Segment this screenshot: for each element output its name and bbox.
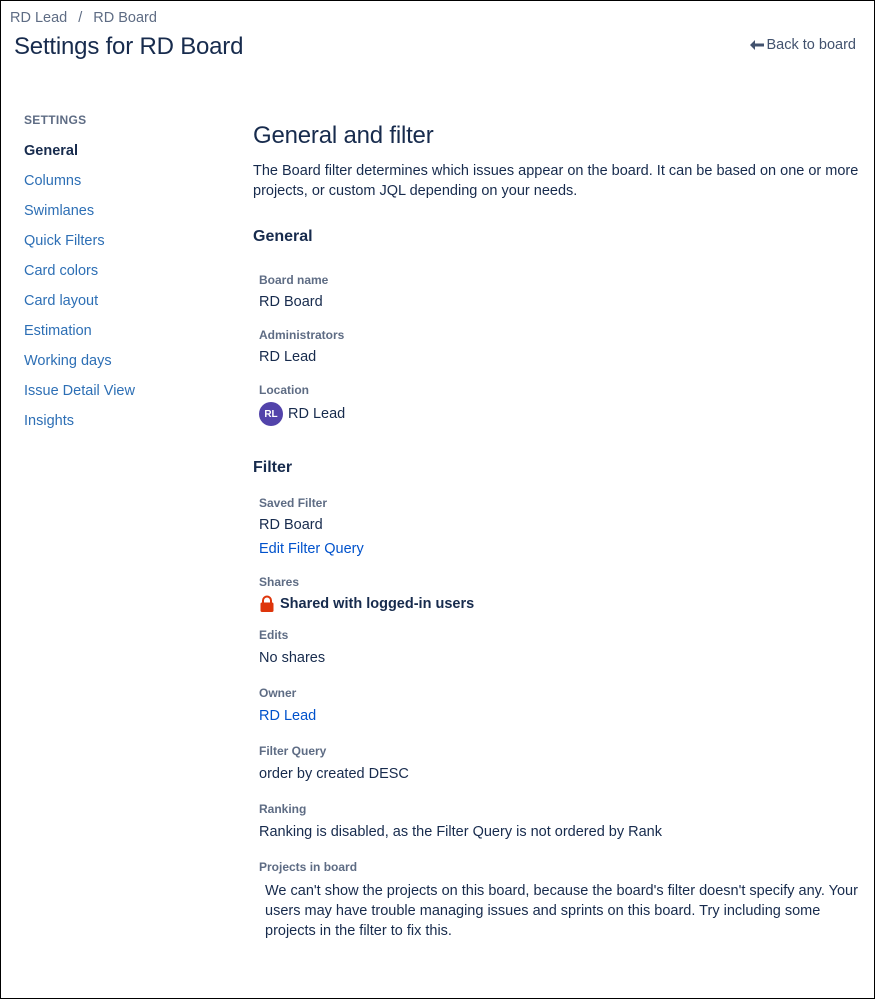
intro-text: The Board filter determines which issues appear on the board. It can be based on one or more projects, or custom JQL depending on your needs.: [253, 163, 859, 199]
sidebar-item-label[interactable]: General: [24, 143, 78, 159]
projects-label: Projects in board: [259, 860, 358, 874]
ranking-field: [259, 801, 863, 843]
filter-query-field: [259, 743, 863, 785]
sidebar-item-estimation[interactable]: [24, 316, 224, 346]
owner-label: Owner: [259, 686, 297, 700]
breadcrumb-separator: /: [78, 10, 83, 26]
avatar: RL: [259, 402, 283, 426]
breadcrumb: [10, 10, 157, 26]
edit-filter-query-link[interactable]: Edit Filter Query: [259, 541, 364, 557]
shares-field: [259, 574, 863, 615]
back-arrow-icon: [750, 40, 764, 50]
sidebar-heading: SETTINGS: [24, 113, 87, 127]
main-content: [253, 119, 863, 941]
sidebar-item-label[interactable]: Swimlanes: [24, 203, 95, 219]
location-field: [259, 382, 863, 426]
saved-filter-label: Saved Filter: [259, 496, 328, 510]
sidebar-item-card-layout[interactable]: [24, 286, 224, 316]
edits-value: No shares: [259, 650, 326, 666]
ranking-value: Ranking is disabled, as the Filter Query is not ordered by Rank: [259, 824, 662, 840]
edits-label: Edits: [259, 628, 289, 642]
board-name-field: [259, 272, 863, 313]
section-title: General and filter: [253, 122, 434, 149]
lock-icon: [259, 595, 275, 613]
page-title: Settings for RD Board: [14, 33, 244, 60]
ranking-label: Ranking: [259, 802, 307, 816]
administrators-field: [259, 327, 863, 368]
projects-field: [259, 859, 863, 941]
back-to-board-label: Back to board: [766, 37, 856, 53]
sidebar-item-insights[interactable]: [24, 406, 224, 436]
sidebar-item-label[interactable]: Quick Filters: [24, 233, 105, 249]
location-value: RD Lead: [288, 406, 346, 422]
sidebar-item-label[interactable]: Issue Detail View: [24, 383, 135, 399]
sidebar-item-columns[interactable]: [24, 166, 224, 196]
sidebar-item-swimlanes[interactable]: [24, 196, 224, 226]
filter-query-value: order by created DESC: [259, 766, 409, 782]
general-heading: General: [253, 228, 313, 245]
saved-filter-value: RD Board: [259, 517, 323, 533]
projects-note: We can't show the projects on this board, because the board's filter doesn't specify any. Your users may have trouble managing issues and sprints on this board. Try including some projects in the filter to fix this.: [265, 883, 858, 939]
board-name-value: RD Board: [259, 294, 323, 310]
shares-label: Shares: [259, 575, 300, 589]
administrators-label: Administrators: [259, 328, 345, 342]
sidebar-item-label[interactable]: Columns: [24, 173, 82, 189]
sidebar-item-issue-detail-view[interactable]: [24, 376, 224, 406]
breadcrumb-item-rd-lead[interactable]: RD Lead: [10, 10, 68, 26]
sidebar-item-quick-filters[interactable]: [24, 226, 224, 256]
shares-value: Shared with logged-in users: [280, 596, 475, 612]
owner-link[interactable]: RD Lead: [259, 708, 317, 724]
sidebar-item-label[interactable]: Estimation: [24, 323, 92, 339]
sidebar-item-label[interactable]: Working days: [24, 353, 112, 369]
board-name-label: Board name: [259, 273, 329, 287]
edits-field: [259, 627, 863, 669]
owner-field: [259, 685, 863, 727]
administrators-value: RD Lead: [259, 349, 317, 365]
settings-sidebar: [24, 113, 224, 436]
saved-filter-field: [259, 495, 863, 560]
shares-row: [259, 593, 863, 615]
filter-heading: Filter: [253, 459, 293, 476]
filter-query-label: Filter Query: [259, 744, 327, 758]
sidebar-item-label[interactable]: Card colors: [24, 263, 99, 279]
location-label: Location: [259, 383, 309, 397]
breadcrumb-item-rd-board[interactable]: RD Board: [93, 10, 157, 26]
location-row: [259, 402, 863, 426]
sidebar-item-working-days[interactable]: [24, 346, 224, 376]
sidebar-item-label[interactable]: Card layout: [24, 293, 99, 309]
sidebar-item-general[interactable]: [24, 136, 224, 166]
sidebar-item-card-colors[interactable]: [24, 256, 224, 286]
sidebar-item-label[interactable]: Insights: [24, 413, 74, 429]
back-to-board-link[interactable]: [750, 37, 856, 53]
